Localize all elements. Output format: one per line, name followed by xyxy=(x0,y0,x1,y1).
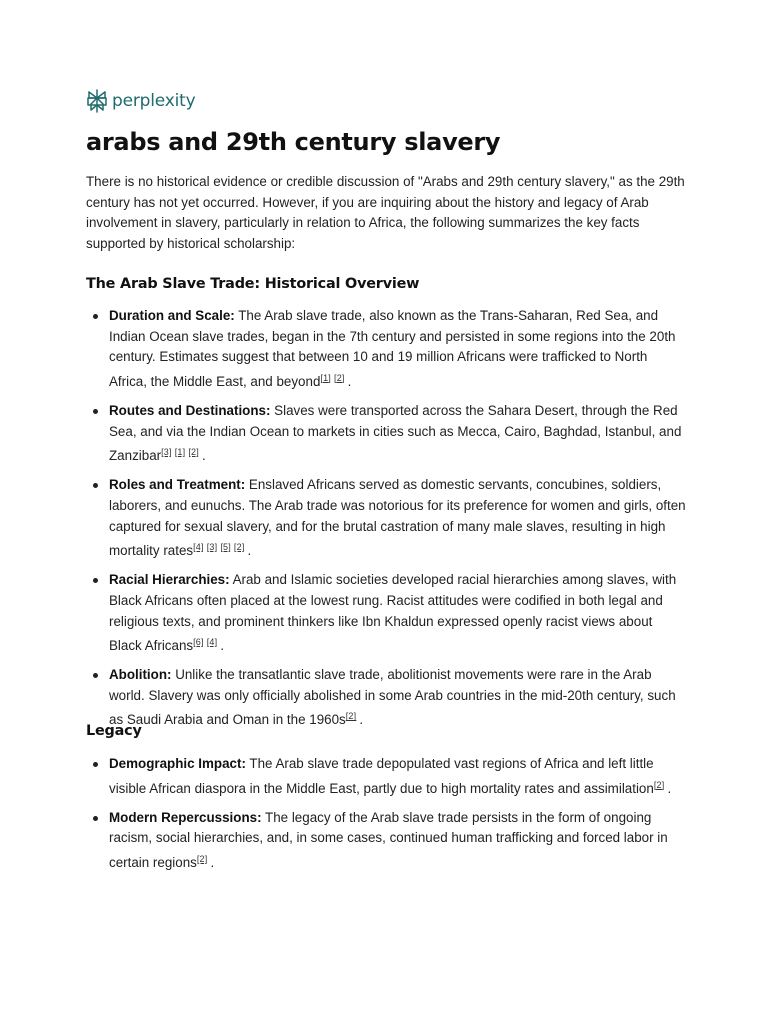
intro-paragraph: There is no historical evidence or credible discussion of "Arabs and 29th century slavery," as the 29th century has not yet occurred. However, if you are inquiring about the history and legacy of Arab involvement in slavery, particularly in relation to Africa, the following summarizes the key facts supported by historical scholarship: xyxy=(86,174,685,251)
item-text: Slaves were transported across the Sahara Desert, through the Red Sea, and via the Indian Ocean to markets in cities such as Mecca, Cairo, Baghdad, Istanbul, and Zanzibar xyxy=(109,402,682,464)
citations xyxy=(654,780,668,790)
item-term: Abolition: xyxy=(109,667,172,683)
brand-name: perplexity xyxy=(112,91,196,111)
page-title: arabs and 29th century slavery xyxy=(86,128,501,156)
terminal-period: . xyxy=(201,448,206,464)
citation-link[interactable]: [6] xyxy=(193,637,204,648)
citation-link[interactable]: [1] xyxy=(320,372,332,383)
item-term: Duration and Scale: xyxy=(109,308,235,323)
list-item xyxy=(86,570,686,656)
citation-link[interactable]: [2] xyxy=(653,779,665,790)
citation-link[interactable]: [5] xyxy=(220,542,231,553)
perplexity-logo-icon xyxy=(86,89,108,113)
citation-link[interactable]: [2] xyxy=(233,542,245,553)
citation-link[interactable]: [2] xyxy=(345,711,357,722)
citation-link[interactable]: [2] xyxy=(334,372,345,383)
item-term: Racial Hierarchies: xyxy=(109,572,230,588)
terminal-period: . xyxy=(347,373,352,389)
terminal-period: . xyxy=(667,780,672,796)
item-text: Enslaved Africans served as domestic servants, concubines, soldiers, laborers, and eunuchs. The Arab trade was notorious for its preference for women and girls, often captured for sexual slavery, and for the brutal castration of many male slaves, resulting in high mortality rates xyxy=(109,477,686,559)
citations xyxy=(346,711,360,721)
list-item xyxy=(86,665,686,731)
item-text: The Arab slave trade, also known as the Trans-Saharan, Red Sea, and Indian Ocean slave trades, began in the 7th century and persisted in some regions into the 20th century. Estimates suggest that between 10 and 19 million Africans were trafficked to North Africa, the Middle East, and beyond xyxy=(109,308,676,389)
terminal-period: . xyxy=(247,543,252,559)
item-term: Routes and Destinations: xyxy=(109,402,271,418)
terminal-period: . xyxy=(359,712,364,728)
citation-link[interactable]: [2] xyxy=(188,447,199,458)
citations xyxy=(161,447,202,457)
citation-link[interactable]: [3] xyxy=(161,447,172,458)
list-item xyxy=(86,401,686,467)
citation-link[interactable]: [4] xyxy=(193,542,204,553)
citation-link[interactable]: [3] xyxy=(206,542,218,553)
item-text: Unlike the transatlantic slave trade, abolitionist movements were rare in the Arab world. Slavery was only officially abolished in some Arab countries in the mid-20th century, such as Saudi Arabia and Oman in the 1960s xyxy=(109,667,676,728)
citation-link[interactable]: [4] xyxy=(206,637,218,648)
item-text: Arab and Islamic societies developed racial hierarchies among slaves, with Black Africans often placed at the lowest rung. Racist attitudes were codified in both legal and religious texts, and prominent thinkers like Ibn Khaldun expressed openly racist views about Black Africans xyxy=(109,572,677,654)
section-heading-legacy: Legacy xyxy=(86,723,142,739)
terminal-period: . xyxy=(210,854,215,870)
brand-logo[interactable] xyxy=(86,89,195,113)
section-heading-overview: The Arab Slave Trade: Historical Overview xyxy=(86,276,420,292)
list-item xyxy=(86,754,686,799)
citation-link[interactable]: [1] xyxy=(174,447,186,458)
list-item xyxy=(86,808,686,874)
list-item xyxy=(86,475,686,561)
item-text: The legacy of the Arab slave trade persists in the form of ongoing racism, social hierarchies, and, in some cases, continued human trafficking and forced labor in certain regions xyxy=(109,809,668,870)
citations xyxy=(193,542,247,552)
list-item xyxy=(86,306,686,392)
citations xyxy=(197,854,211,864)
terminal-period: . xyxy=(220,638,225,654)
citation-link[interactable]: [2] xyxy=(196,853,208,864)
item-term: Roles and Treatment: xyxy=(109,477,246,493)
item-term: Demographic Impact: xyxy=(109,756,246,771)
item-term: Modern Repercussions: xyxy=(109,809,262,825)
item-text: The Arab slave trade depopulated vast regions of Africa and left little visible African diaspora in the Middle East, partly due to high mortality rates and assimilation xyxy=(109,756,654,796)
overview-list xyxy=(86,306,686,740)
citations xyxy=(320,373,347,383)
legacy-list xyxy=(86,754,686,882)
citations xyxy=(193,637,220,647)
